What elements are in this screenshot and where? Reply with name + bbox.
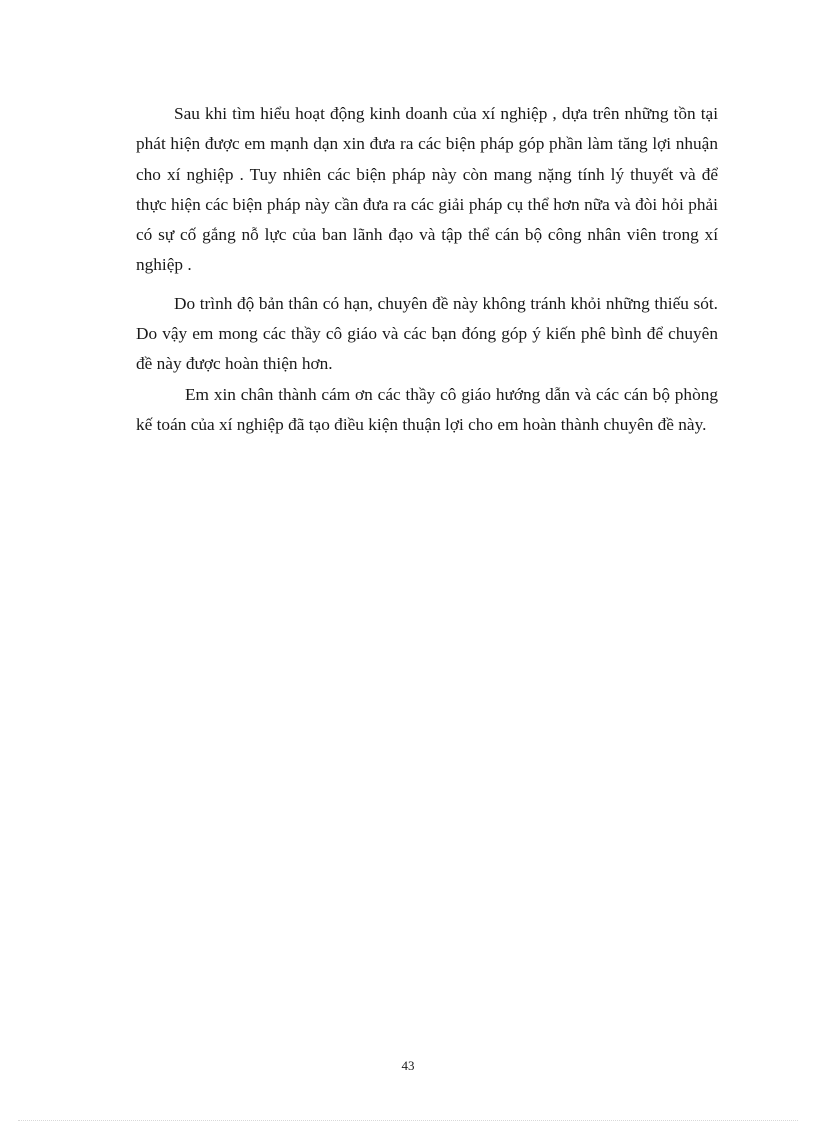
page-number: 43 — [401, 1058, 415, 1073]
body-text — [136, 99, 718, 440]
paragraph-acknowledgement: Em xin chân thành cám ơn các thầy cô giáo hướng dẫn và các cán bộ phòng kế toán của xí nghiệp đã tạo điều kiện thuận lợi cho em hoàn thành chuyên đề này. — [136, 384, 718, 434]
paragraph-limitations: Do trình độ bản thân có hạn, chuyên đề này không tránh khỏi những thiếu sót. Do vậy em mong các thầy cô giáo và các bạn đóng góp ý kiến phê bình để chuyên đề này được hoàn thiện hơn. — [136, 293, 718, 374]
page-edge-divider — [18, 1120, 798, 1121]
paragraph-conclusion: Sau khi tìm hiểu hoạt động kinh doanh của xí nghiệp , dựa trên những tồn tại phát hiện được em mạnh dạn xin đưa ra các biện pháp góp phần làm tăng lợi nhuận cho xí nghiệp . Tuy nhiên các biện pháp này còn mang nặng tính lý thuyết và để thực hiện các biện pháp này cần đưa ra các giải pháp cụ thể hơn nữa và đòi hỏi phải có sự cố gắng nỗ lực của ban lãnh đạo và tập thể cán bộ công nhân viên trong xí nghiệp . — [136, 104, 718, 275]
